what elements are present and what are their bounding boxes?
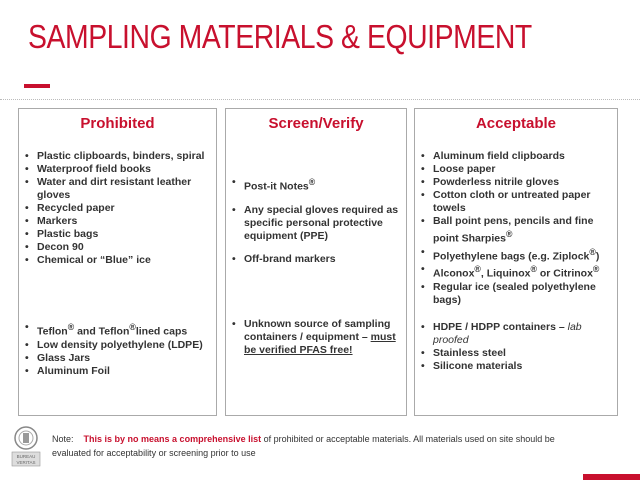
note-emphasis: This is by no means a comprehensive list <box>83 434 262 444</box>
list-item: • Alconox®, Liquinox® or Citrinox® <box>421 263 600 280</box>
list-item: • Water and dirt resistant leather gloves <box>25 176 192 201</box>
acceptable-list-a <box>415 150 613 307</box>
list-item: • Decon 90 <box>25 241 84 253</box>
list-item: • Off-brand markers <box>232 252 336 265</box>
list-item: • Plastic clipboards, binders, spiral <box>25 150 205 162</box>
slide-title: SAMPLING MATERIALS & EQUIPMENT <box>28 18 532 55</box>
prohibited-panel <box>18 108 217 416</box>
acceptable-heading: Acceptable <box>475 115 557 132</box>
list-item: • Low density polyethylene (LDPE) <box>25 338 203 351</box>
footer-accent-bar <box>583 474 640 480</box>
list-item: • Post-it Notes® <box>232 176 316 193</box>
acceptable-panel <box>414 108 618 416</box>
list-item: • Cotton cloth or untreated paper towels <box>421 189 591 214</box>
list-item: • Glass Jars <box>25 351 91 364</box>
list-item: • Ball point pens, pencils and fine point Sharpies® <box>421 215 594 245</box>
list-item: • Silicone materials <box>421 360 523 372</box>
pfas-verify-warning: must be verified PFAS free! <box>244 331 396 356</box>
list-item: • Stainless steel <box>421 347 506 359</box>
list-item: • Loose paper <box>421 163 496 175</box>
list-item: • Teflon® and Teflon®lined caps <box>25 321 188 338</box>
screen-verify-list-b <box>226 318 402 357</box>
screen-verify-heading: Screen/Verify <box>268 115 364 132</box>
list-item: • Aluminum Foil <box>25 364 110 377</box>
list-item: • Plastic bags <box>25 228 99 240</box>
prohibited-heading: Prohibited <box>80 115 155 132</box>
list-item: • Waterproof field books <box>25 163 151 175</box>
list-item: • Aluminum field clipboards <box>421 150 565 162</box>
note-body: of prohibited or acceptable materials. All materials used on site should be evaluated for acceptability or screening prior to use <box>52 434 555 458</box>
note-label: Note: <box>52 434 74 444</box>
list-item: • Markers <box>25 215 78 227</box>
svg-text:BUREAU: BUREAU <box>16 454 36 459</box>
prohibited-list-a <box>19 150 212 267</box>
list-item: • Powderless nitrile gloves <box>421 176 560 188</box>
acceptable-list-b <box>415 321 613 373</box>
svg-text:VERITAS: VERITAS <box>16 460 36 465</box>
footnote <box>52 432 582 460</box>
screen-verify-panel <box>225 108 407 416</box>
list-item: • HDPE / HDPP containers – lab proofed <box>421 321 582 346</box>
list-item: • Any special gloves required as specific personal protective equipment (PPE) <box>232 203 399 242</box>
list-item: • Regular ice (sealed polyethylene bags) <box>421 280 596 306</box>
list-item: • Unknown source of sampling containers / equipment – must be verified PFAS free! <box>232 318 396 356</box>
list-item: • Recycled paper <box>25 202 115 214</box>
bureau-veritas-logo <box>8 424 44 473</box>
dotted-divider <box>0 99 640 100</box>
list-item: • Polyethylene bags (e.g. Ziplock®) <box>421 245 600 262</box>
prohibited-list-b <box>19 321 212 378</box>
screen-verify-list-a <box>226 176 402 276</box>
list-item: • Chemical or “Blue” ice <box>25 254 151 266</box>
title-accent-bar <box>24 84 50 88</box>
